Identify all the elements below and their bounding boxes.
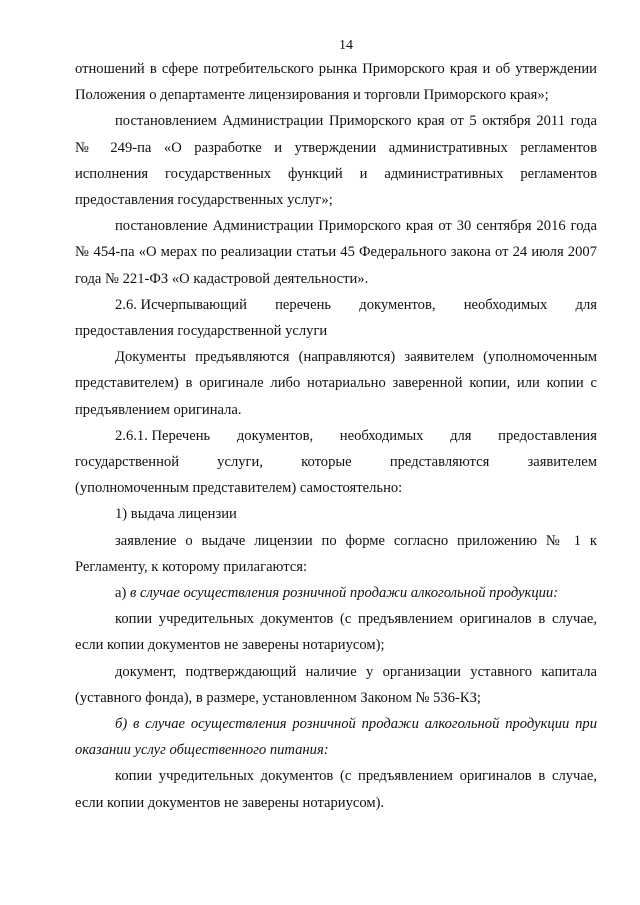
item-a-prefix: а) (115, 585, 130, 602)
heading-word: документов, (236, 427, 314, 444)
heading-word: государственной (75, 454, 180, 471)
section-2-6-body: Документы предъявляются (направляются) заявителем (уполномоченным представителем) в оригинале либо нотариально заверенной копии, или копии с предъявлением оригинала. (75, 349, 597, 418)
heading-word: для (575, 296, 597, 313)
heading-word: документов, (359, 296, 436, 313)
section-2-6-1-heading-line1 (75, 423, 597, 449)
heading-word: перечень (275, 296, 332, 313)
heading-word: для (450, 427, 472, 444)
section-2-6-1-heading-line2 (75, 449, 597, 475)
heading-word: заявителем (527, 454, 597, 471)
heading-word: которые (301, 454, 352, 471)
heading-word: необходимых (339, 427, 424, 444)
heading-word: услуги, (217, 454, 263, 471)
section-2-6-heading (75, 292, 597, 318)
heading-word: 2.6.1. Перечень (115, 427, 211, 444)
section-2-6-heading-tail: предоставления государственной услуги (75, 323, 328, 340)
item-b-catering: б) в случае осуществления розничной продажи алкогольной продукции при оказании услуг общественного питания: (75, 716, 597, 759)
item-charter-copies-2: копии учредительных документов (с предъявлением оригиналов в случае, если копии документов не заверены нотариусом). (75, 768, 597, 811)
item-a-text: в случае осуществления розничной продажи алкогольной продукции: (130, 585, 559, 602)
item-license-issue: 1) выдача лицензии (115, 506, 237, 523)
item-application: заявление о выдаче лицензии по форме согласно приложению № 1 к Регламенту, к которому прилагаются: (75, 532, 597, 575)
heading-word: необходимых (463, 296, 548, 313)
heading-word: представляются (389, 454, 490, 471)
heading-word: 2.6. Исчерпывающий (115, 296, 247, 313)
paragraph-1: отношений в сфере потребительского рынка Приморского края и об утверждении Положения о департаменте лицензирования и торговли Приморского края»; (75, 61, 597, 104)
paragraph-2: постановлением Администрации Приморского края от 5 октября 2011 года № 249-па «О разработке и утверждении административных регламентов исполнения государственных функций и административных регламентов предоставления государственных услуг»; (75, 113, 597, 209)
item-capital-document: документ, подтверждающий наличие у организации уставного капитала (уставного фонда), в размере, установленном Законом № 536-КЗ; (75, 663, 597, 706)
paragraph-3: постановление Администрации Приморского края от 30 сентября 2016 года № 454-па «О мерах по реализации статьи 45 Федерального закона от 24 июля 2007 года № 221-ФЗ «О кадастровой деятельности». (75, 218, 597, 287)
page-number: 14 (339, 38, 353, 53)
heading-word: предоставления (498, 427, 597, 444)
item-charter-copies-1: копии учредительных документов (с предъявлением оригиналов в случае, если копии документов не заверены нотариусом); (75, 611, 597, 654)
section-2-6-1-heading-tail: (уполномоченным представителем) самостоятельно: (75, 480, 403, 497)
item-a-retail (75, 580, 597, 606)
document-page (75, 36, 597, 816)
